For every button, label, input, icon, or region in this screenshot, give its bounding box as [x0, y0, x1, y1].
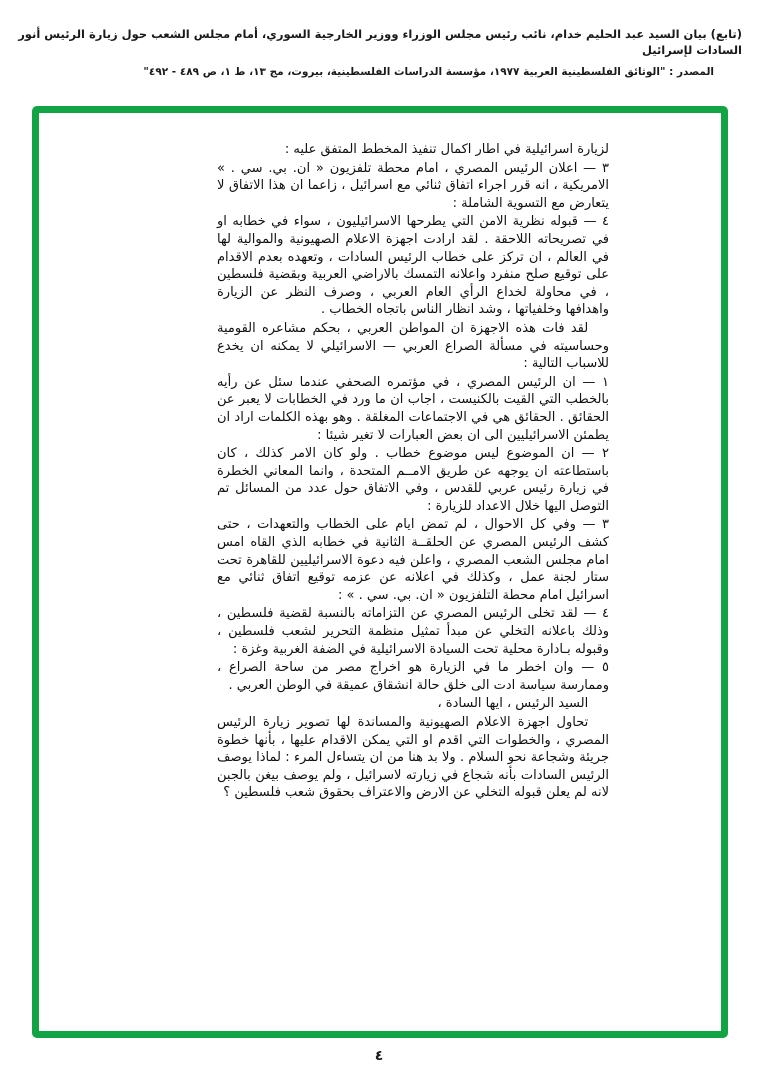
paragraph: ١ — ان الرئيس المصري ، في مؤتمره الصحفي عندما سئل عن رأيه بالخطب التي القيت بالكنيست ، اجاب ان ما ورد في الخطابات لا يعبر عن الحقائق . الحقائق هي في الاجتماعات المغلقة . وهو بهذه الكلمات اراد ان يطمئن الاسرائيليين الى ان بعض العبارات لا تغير شيئا : [217, 374, 609, 443]
header-title: (تابع) بيان السيد عبد الحليم خدام، نائب رئيس مجلس الوزراء ووزير الخارجية السوري، أمام مجلس الشعب حول زيارة الرئيس أنور السادات لإسرائيل [18, 27, 742, 57]
header-source: المصدر : "الوثائق الفلسطينية العربية ١٩٧٧، مؤسسة الدراسات الفلسطينية، بيروت، مج ١٣، ط ١، ص ٤٨٩ - ٤٩٢" [143, 66, 714, 78]
paragraph: ٣ — اعلان الرئيس المصري ، امام محطة تلفزيون « ان. بي. سي . » الامريكية ، انه قرر اجراء اتفاق ثنائي مع اسرائيل ، زاعما ان هذا الاتفاق لا يتعارض مع التسوية الشاملة : [217, 160, 609, 211]
paragraph: ٤ — لقد تخلى الرئيس المصري عن التزاماته بالنسبة لقضية فلسطين ، وذلك باعلانه التخلي عن مبدأ تمثيل منظمة التحرير لشعب فلسطين ، وقبوله بـادارة محلية تحت السيادة الاسرائيلية في الضفة الغربية وغزة : [217, 606, 609, 657]
page-number: ٤ [374, 1048, 384, 1064]
paragraph: ٤ — قبوله نظرية الامن التي يطرحها الاسرائيليون ، سواء في خطابه او في تصريحاته اللاحقة . لقد ارادت اجهزة الاعلام الصهيونية والموالية لها في العالم ، ان تركز على خطاب الرئيس السادات ، وتعهده بعدم الاقدام على توقيع صلح منفرد واعلانه التمسك بالاراضي العربية وبقضية فلسطين ، في محاولة لخداع الرأي العام العربي ، وصرف النظر عن الزيارة واهدافها وخلفياتها ، وشد انظار الناس باتجاه الخطاب . [217, 214, 609, 318]
paragraph: ٣ — وفي كل الاحوال ، لم تمض ايام على الخطاب والتعهدات ، حتى كشف الرئيس المصري عن الحلقــة الثانية في خطابه الذي القاه امس امام مجلس الشعب المصري ، واعلن فيه دعوة الاسرائيليين للقاهرة تحت ستار لجنة عمل ، وكذلك في اعلانه عن عزمه توقيع اتفاق ثنائي مع اسرائيل امام محطة التلفزيون « ان. بي. سي . » : [217, 517, 609, 603]
paragraph: لزيارة اسرائيلية في اطار اكمال تنفيذ المخطط المتفق عليه : [284, 142, 609, 157]
paragraph: تحاول اجهزة الاعلام الصهيونية والمساندة لها تصوير زيارة الرئيس المصري ، والخطوات التي اقدم او التي يمكن الاقدام عليها ، بأنها خطوة جريئة وشجاعة نحو السلام . ولا بد هنا من ان يتساءل المرء : لماذا يوصف الرئيس السادات بأنه شجاع في زيارته لاسرائيل ، ولم يوصف بيغن بالجبن لانه لم يعلن قبوله التخلي عن الارض والاعتراف بحقوق شعب فلسطين ؟ [217, 715, 609, 801]
paragraph: لقد فات هذه الاجهزة ان المواطن العربي ، بحكم مشاعره القومية وحساسيته في مسألة الصراع العربي — الاسرائيلي لا يمكنه ان يخدع للاسباب التالية : [217, 320, 609, 372]
green-border-frame [32, 106, 728, 1038]
paragraph: ٢ — ان الموضوع ليس موضوع خطاب . ولو كان الامر كذلك ، كان باستطاعته ان يوجهه عن طريق الامــم المتحدة ، وانما المعاني الخطرة في زيارة رئيس عربي للقدس ، وفي الاتفاق حول عدد من المسائل تم التوصل اليها خلال الاعداد للزيارة : [217, 446, 609, 514]
document-body-text [217, 141, 609, 803]
paragraph: ٥ — وان اخطر ما في الزيارة هو اخراج مصر من ساحة الصراع ، وممارسة سياسة ادت الى خلق حالة انشقاق عميقة في الوطن العربي . [217, 660, 609, 693]
paragraph: السيد الرئيس ، ايها السادة ، [437, 696, 589, 712]
page-header [16, 26, 742, 80]
